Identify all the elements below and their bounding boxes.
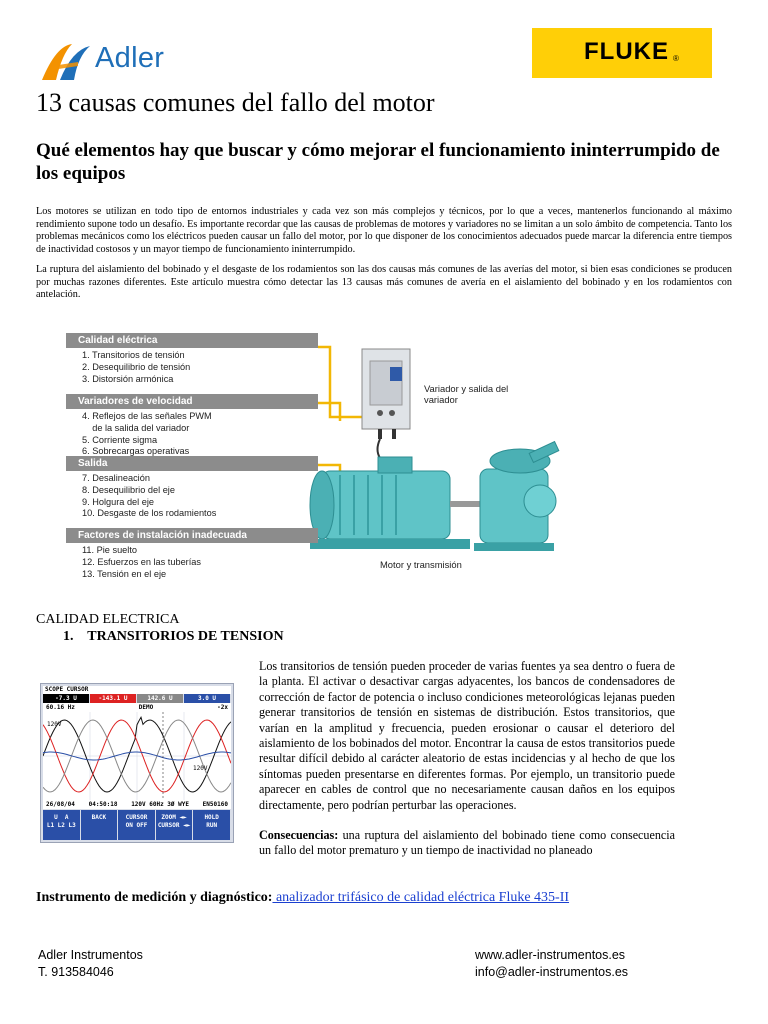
drive-cabinet-icon <box>362 349 410 439</box>
scope-reading: 3.0 U <box>184 694 230 703</box>
list-item: 9. Holgura del eje <box>82 496 155 507</box>
transitorios-paragraph: Los transitorios de tensión pueden proceder de varias fuentes ya sea dentro o fuera de la planta. El activar o desactivar cargas adyacentes, los bancos de condensadores de corrección de factor de potencia o incluso condiciones meteorológicas lejanas pueden generar transitorios de tensión en sistemas de distribución. Estos transitorios, que varían en la amplitud y frecuencia, pueden erosionar o causar el deterioro del aislamiento de los bobinados del motor. Encontrar la causa de estos transitorios puede resultar difícil debido al carácter aleatorio de estas incidencias y al hecho de que los síntomas pueden presentarse en diferentes formas. Por ejemplo, un transitorio puede aparecer en cables de control que no necesariamente causan daños en los equipos directamente, pero podrían perturbar las operaciones. <box>259 659 675 812</box>
scope-standard: EN50160 <box>202 801 228 808</box>
category-bar-salida: Salida <box>66 456 318 471</box>
page-subtitle: Qué elementos hay que buscar y cómo mejorar el funcionamiento ininterrumpido de los equipos <box>36 140 720 184</box>
scope-softkey: U A L1 L2 L3 <box>43 810 80 840</box>
scope-readings <box>43 694 231 703</box>
scope-reading: -7.3 U <box>43 694 89 703</box>
list-item: 11. Pie suelto <box>82 545 137 555</box>
fluke-logo-text: FLUKE <box>584 38 669 65</box>
motor-icon <box>310 457 480 539</box>
scope-reading: 142.6 U <box>137 694 183 703</box>
intro-paragraph-2: La ruptura del aislamiento del bobinado y el desgaste de los rodamientos son las dos causas más comunes de las averías del motor, si bien esas condiciones se producen por muchas razones diferentes. Este artículo muestra cómo detectar las 13 causas más comunes de avería en el aislamiento del bobinado y en los rodamientos con antelación. <box>36 264 732 301</box>
adler-logo-text: Adler <box>95 42 165 74</box>
registered-mark: ® <box>673 54 679 63</box>
section-number: 1. <box>63 629 74 644</box>
instrument-line <box>36 890 569 906</box>
scope-softkey: HOLD RUN <box>193 810 230 840</box>
footer-contact-left <box>38 947 143 981</box>
scope-time: 04:50:18 <box>88 801 118 808</box>
scope-date: 26/08/04 <box>46 801 75 808</box>
list-item: 5. Corriente sigma <box>82 434 158 445</box>
fluke-logo <box>532 28 712 78</box>
scope-voltage-label: 120V <box>193 765 208 772</box>
label-motor: Motor y transmisión <box>380 559 462 570</box>
consecuencias-paragraph <box>259 828 675 859</box>
scope-screenshot <box>40 683 234 843</box>
consecuencias-text: una ruptura del aislamiento del bobinado tiene como consecuencia un fallo del motor prematuro y un tiempo de inactividad no planeado <box>259 828 675 858</box>
scope-softkeys <box>43 810 231 840</box>
section-category: CALIDAD ELECTRICA <box>36 612 180 627</box>
scope-reading: -143.1 U <box>90 694 136 703</box>
list-item: 13. Tensión en el eje <box>82 568 167 579</box>
category-bar-calidad-electrica: Calidad eléctrica <box>66 333 318 348</box>
scope-softkey: ZOOM ◄► CURSOR ◄► <box>156 810 193 840</box>
category-list-variadores <box>82 411 282 458</box>
category-bar-variadores: Variadores de velocidad <box>66 394 318 409</box>
list-item: 3. Distorsión armónica <box>82 373 174 384</box>
footer-web[interactable]: www.adler-instrumentos.es <box>475 948 626 962</box>
scope-mode: DEMO <box>138 704 154 711</box>
category-bar-instalacion: Factores de instalación inadecuada <box>66 528 318 543</box>
list-item: 12. Esfuerzos en las tuberías <box>82 556 201 567</box>
scope-zoom: -2x <box>217 704 228 711</box>
gearbox-icon <box>474 442 559 551</box>
category-list-instalacion <box>82 545 282 580</box>
list-item: 2. Desequilibrio de tensión <box>82 361 191 372</box>
section-heading <box>63 629 284 645</box>
scope-title: SCOPE CURSOR <box>43 686 231 694</box>
list-item: 6. Sobrecargas operativas <box>82 446 190 457</box>
instrument-label: Instrumento de medición y diagnóstico: <box>36 890 273 905</box>
consecuencias-label: Consecuencias: <box>259 828 339 842</box>
footer-company: Adler Instrumentos <box>38 948 143 962</box>
motor-failure-diagram <box>40 321 580 583</box>
scope-voltage-label: 120V <box>47 721 62 728</box>
footer-email[interactable]: info@adler-instrumentos.es <box>475 965 629 979</box>
adler-logo <box>38 38 188 86</box>
scope-frequency: 60.16 Hz <box>46 704 75 711</box>
scope-softkey: BACK <box>81 810 118 840</box>
category-list-salida <box>82 473 282 520</box>
list-item: 10. Desgaste de los rodamientos <box>82 508 217 519</box>
scope-status-row <box>43 800 231 809</box>
intro-paragraph-1: Los motores se utilizan en todo tipo de entornos industriales y cada vez son más complejos y técnicos, por lo que a veces, mantenerlos funcionando al máximo rendimiento supone todo un desafío. Es importante recordar que las causas de problemas de motores y variadores no se limitan a un solo ámbito de competencia. Tanto los problemas mecánicos como los eléctricos pueden causar un fallo del motor, por lo que disponer de los conocimientos adecuados puede marcar la diferencia entre tiempos de inactividad costosos y un mayor tiempo de funcionamiento ininterrumpido. <box>36 206 732 255</box>
waveform-graphic <box>43 712 231 800</box>
scope-softkey: CURSOR ON OFF <box>118 810 155 840</box>
adler-logo-mark-icon <box>38 40 96 84</box>
footer-phone: T. 913584046 <box>38 965 114 979</box>
category-list-calidad-electrica <box>82 350 282 385</box>
list-item: 1. Transitorios de tensión <box>82 350 185 360</box>
footer-contact-right <box>475 947 628 981</box>
scope-nominal: 120V 60Hz 3Ø WYE <box>131 801 189 808</box>
list-item: 4. Reflejos de las señales PWM <box>82 411 212 421</box>
section-title: TRANSITORIOS DE TENSION <box>87 629 284 644</box>
list-item: 7. Desalineación <box>82 473 150 483</box>
page-title: 13 causas comunes del fallo del motor <box>36 88 435 117</box>
scope-info-row <box>43 703 231 712</box>
list-item: 8. Desequilibrio del eje <box>82 484 175 495</box>
list-item: de la salida del variador <box>82 422 190 433</box>
instrument-link[interactable]: analizador trifásico de calidad eléctrica Fluke 435-II <box>272 890 570 905</box>
label-drive: Variador y salida del variador <box>424 383 509 405</box>
scope-waveform <box>43 712 231 800</box>
